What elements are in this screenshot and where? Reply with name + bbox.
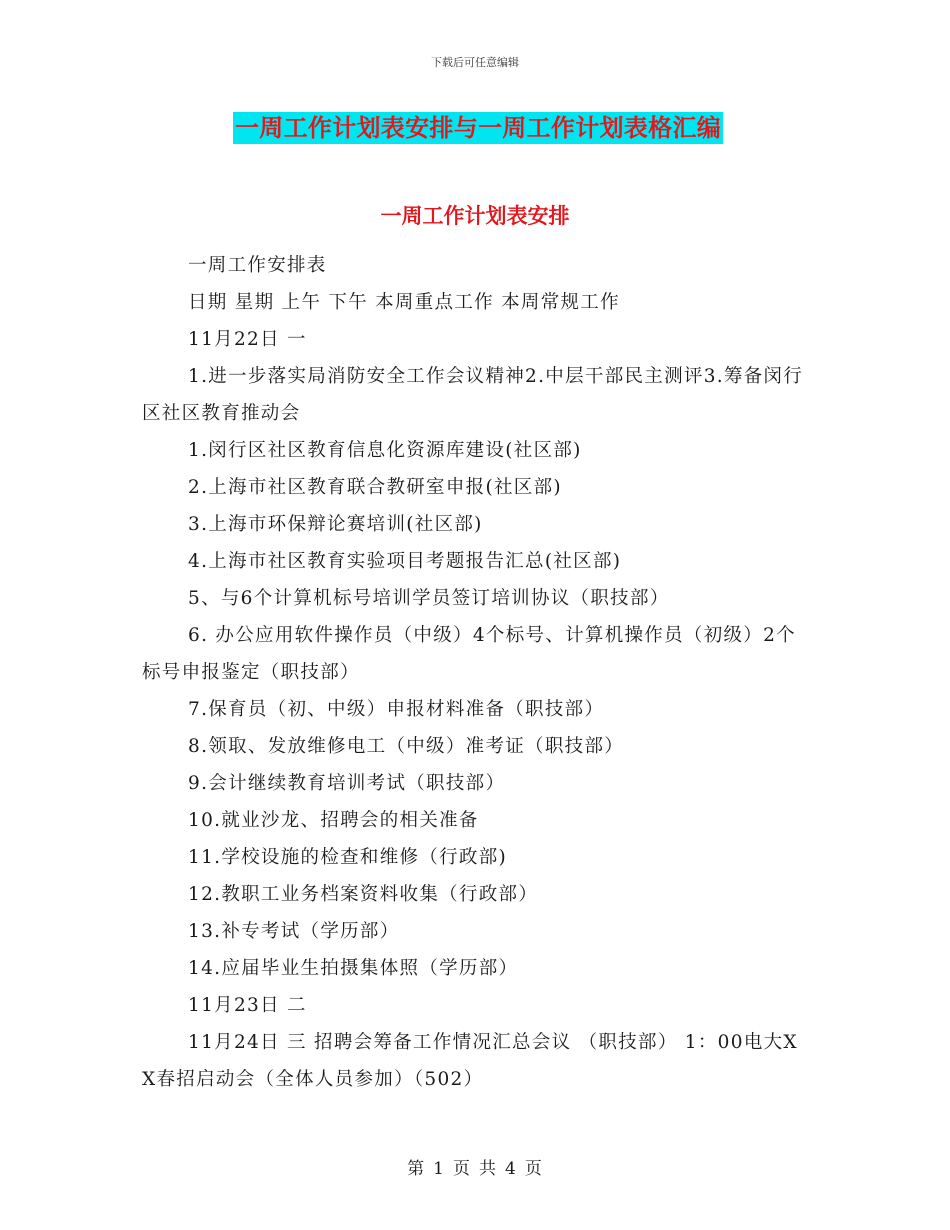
paragraph: 12.教职工业务档案资料收集（行政部） [188, 884, 539, 905]
document-body [142, 247, 807, 1098]
paragraph: 11月22日 一 [188, 329, 307, 350]
header-note: 下载后可任意编辑 [431, 56, 519, 69]
paragraph: 11.学校设施的检查和维修（行政部) [188, 847, 508, 868]
paragraph: 11月24日 三 招聘会筹备工作情况汇总会议 （职技部） 1：00电大XX春招启动会（全体人员参加）（502） [142, 1032, 798, 1090]
paragraph: 7.保育员（初、中级）申报材料准备（职技部） [188, 699, 605, 720]
paragraph: 1.进一步落实局消防安全工作会议精神2.中层干部民主测评3.筹备闵行区社区教育推动会 [142, 366, 804, 424]
paragraph: 8.领取、发放维修电工（中级）准考证（职技部） [188, 736, 625, 757]
page-footer [0, 1154, 950, 1179]
paragraph: 14.应届毕业生拍摄集体照（学历部） [188, 958, 519, 979]
paragraph: 13.补专考试（学历部） [188, 921, 400, 942]
footer-label-unit2: 页 [524, 1159, 543, 1179]
paragraph: 6. 办公应用软件操作员（中级）4个标号、计算机操作员（初级）2个标号申报鉴定（职技部） [142, 625, 796, 683]
paragraph: 10.就业沙龙、招聘会的相关准备 [188, 810, 479, 831]
paragraph: 5、与6个计算机标号培训学员签订培训协议（职技部） [188, 588, 670, 609]
paragraph: 11月23日 二 [188, 995, 307, 1016]
current-page-number: 1 [433, 1159, 445, 1179]
paragraph: 1.闵行区社区教育信息化资源库建设(社区部) [188, 440, 582, 461]
paragraph: 4.上海市社区教育实验项目考题报告汇总(社区部) [188, 551, 622, 572]
footer-label-unit: 页 [453, 1159, 471, 1179]
paragraph: 日期 星期 上午 下午 本周重点工作 本周常规工作 [188, 292, 620, 313]
footer-label-total: 共 [479, 1159, 497, 1179]
paragraph: 2.上海市社区教育联合教研室申报(社区部) [188, 477, 562, 498]
total-pages-number: 4 [505, 1159, 517, 1179]
footer-label-page: 第 [407, 1159, 426, 1179]
section-title: 一周工作计划表安排 [380, 203, 570, 228]
paragraph: 9.会计继续教育培训考试（职技部） [188, 773, 506, 794]
title-highlight [233, 112, 723, 144]
document-title: 一周工作计划表安排与一周工作计划表格汇编 [235, 113, 721, 142]
paragraph: 3.上海市环保辩论赛培训(社区部) [188, 514, 483, 535]
paragraph: 一周工作安排表 [188, 255, 327, 276]
